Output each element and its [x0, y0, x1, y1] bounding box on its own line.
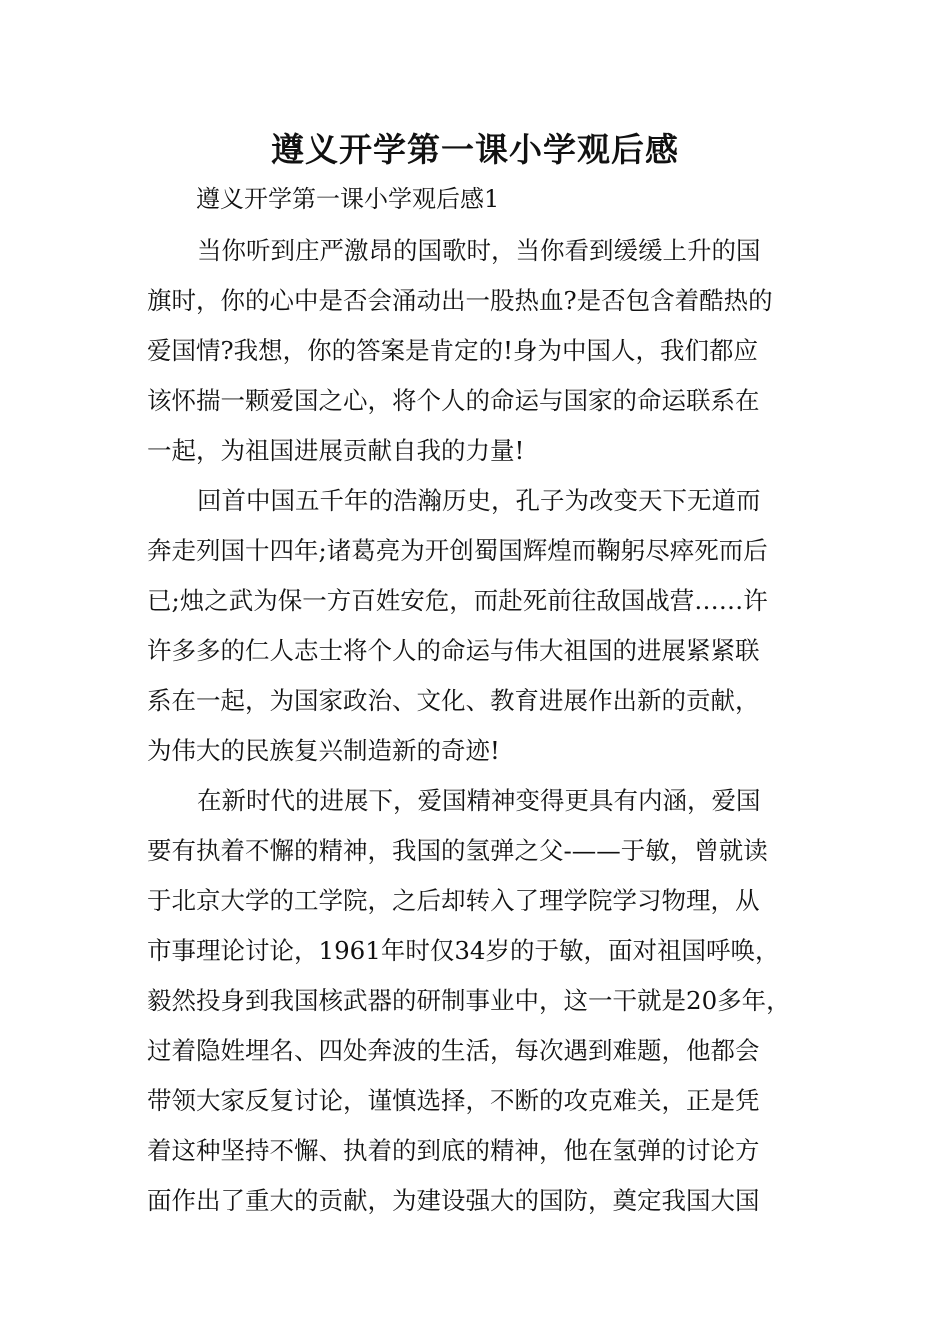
paragraph-1-line-2: 旗时，你的心中是否会涌动出一股热血?是否包含着酷热的	[147, 286, 773, 315]
paragraph-1-line-3: 爱国情?我想，你的答案是肯定的!身为中国人，我们都应	[147, 336, 758, 365]
paragraph-1-line-1: 当你听到庄严激昂的国歌时，当你看到缓缓上升的国	[197, 236, 761, 265]
paragraph-1-line-5: 一起，为祖国进展贡献自我的力量!	[147, 436, 525, 465]
paragraph-3-line-6: 过着隐姓埋名、四处奔波的生活，每次遇到难题，他都会	[147, 1036, 760, 1065]
document-subtitle: 遵义开学第一课小学观后感1	[196, 185, 500, 213]
paragraph-3-line-4: 市事理论讨论，1961年时仅34岁的于敏，面对祖国呼唤，	[147, 936, 780, 965]
paragraph-3-line-8: 着这种坚持不懈、执着的到底的精神，他在氢弹的讨论方	[147, 1136, 760, 1165]
paragraph-3-line-2: 要有执着不懈的精神，我国的氢弹之父-——于敏，曾就读	[147, 836, 768, 865]
paragraph-2-line-6: 为伟大的民族复兴制造新的奇迹!	[147, 736, 500, 765]
paragraph-3-line-5: 毅然投身到我国核武器的研制事业中，这一干就是20多年，	[147, 986, 791, 1015]
paragraph-2-line-5: 系在一起，为国家政治、文化、教育进展作出新的贡献，	[147, 686, 760, 715]
paragraph-2-line-1: 回首中国五千年的浩瀚历史，孔子为改变天下无道而	[197, 486, 761, 515]
paragraph-3-line-7: 带领大家反复讨论，谨慎选择，不断的攻克难关，正是凭	[147, 1086, 760, 1115]
paragraph-3-line-3: 于北京大学的工学院，之后却转入了理学院学习物理，从	[147, 886, 760, 915]
paragraph-3-line-1: 在新时代的进展下，爱国精神变得更具有内涵，爱国	[197, 786, 761, 815]
paragraph-2-line-3: 已;烛之武为保一方百姓安危，而赴死前往敌国战营……许	[147, 586, 768, 615]
paragraph-1-line-4: 该怀揣一颗爱国之心，将个人的命运与国家的命运联系在	[147, 386, 760, 415]
paragraph-2-line-4: 许多多的仁人志士将个人的命运与伟大祖国的进展紧紧联	[147, 636, 760, 665]
paragraph-2-line-2: 奔走列国十四年;诸葛亮为开创蜀国辉煌而鞠躬尽瘁死而后	[147, 536, 768, 565]
paragraph-3-line-9: 面作出了重大的贡献，为建设强大的国防，奠定我国大国	[147, 1186, 760, 1215]
document-title: 遵义开学第一课小学观后感	[271, 130, 679, 169]
